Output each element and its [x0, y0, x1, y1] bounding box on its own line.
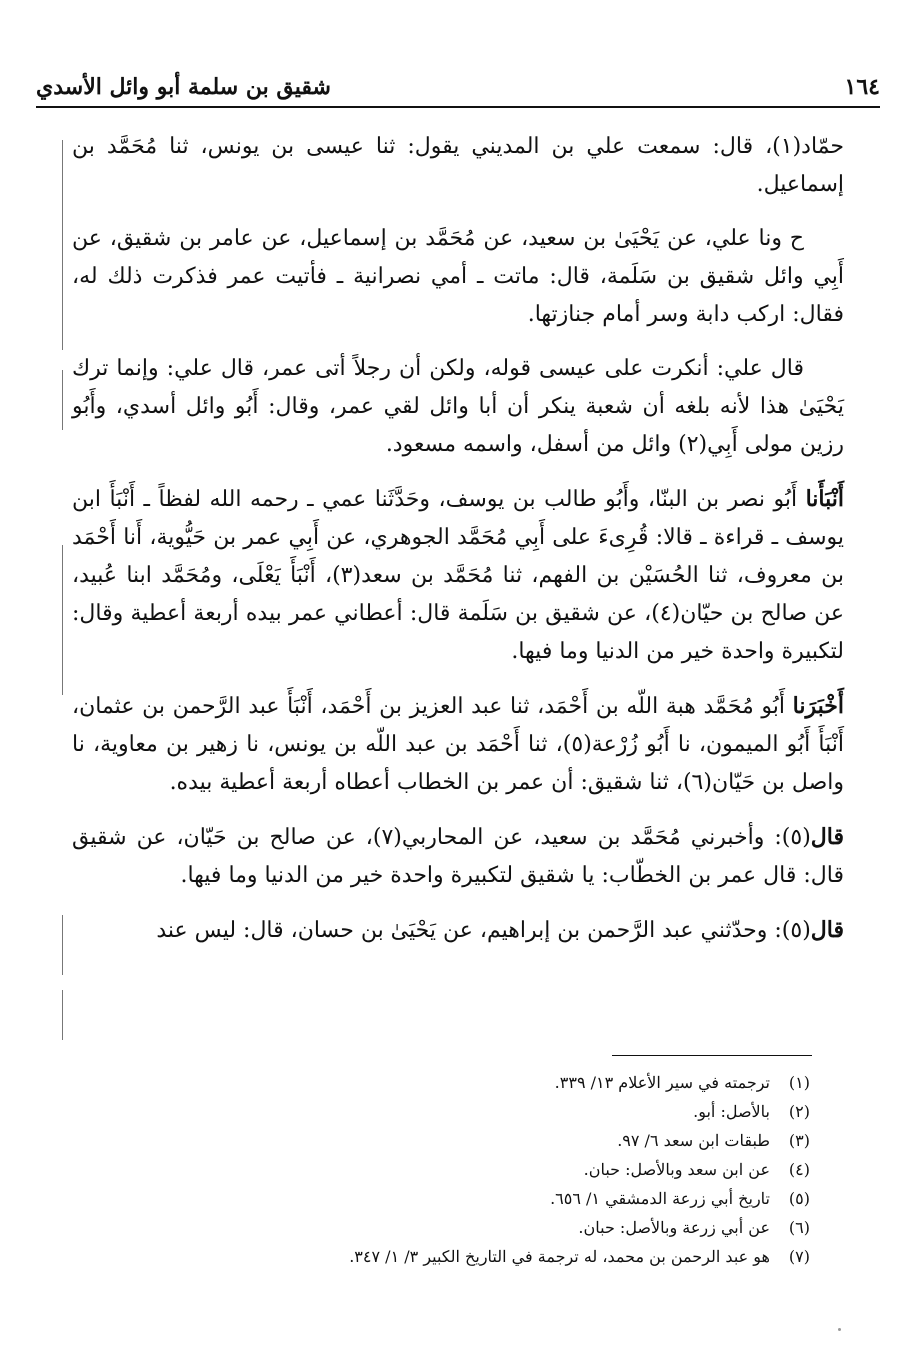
margin-line [62, 250, 63, 350]
footnote-text: ترجمته في سير الأعلام ١٣/ ٣٣٩. [554, 1073, 770, 1092]
paragraph-text: أَبُو مُحَمَّد هبة اللّه بن أَحْمَد، ثنا عبد العزيز بن أَحْمَد، أَنْبَأَ عبد الرَّحمن بن عثمان، أَنْبَأَ أَبُو الميمون، نا أَبُو زُرْعة(٥)، ثنا أَحْمَد بن عبد اللّه بن يونس، نا زهير بن معاوية، نا واصل بن حَيّان(٦)، ثنا شقيق: أن عمر بن الخطاب أعطاه أربعة أعطية بيده. [72, 694, 844, 795]
main-text [72, 128, 844, 966]
footnote-number: (٦) [788, 1218, 810, 1237]
paragraph [72, 818, 844, 895]
footnote-text: عن أبي زرعة وبالأصل: حبان. [578, 1218, 770, 1237]
footnote [72, 1213, 810, 1242]
footnote [72, 1155, 810, 1184]
footnote-text: طبقات ابن سعد ٦/ ٩٧. [617, 1131, 770, 1150]
footnote-text: تاريخ أبي زرعة الدمشقي ١/ ٦٥٦. [550, 1189, 770, 1208]
footnote-number: (٧) [788, 1247, 810, 1266]
paragraph [72, 480, 844, 671]
footnote [72, 1126, 810, 1155]
footnote-number: (٢) [788, 1102, 810, 1121]
running-header [36, 66, 880, 108]
paragraph [72, 911, 844, 950]
paragraph-lead: أَنْبَأَنا [805, 486, 844, 512]
margin-line [62, 990, 63, 1040]
footnote-text: عن ابن سعد وبالأصل: حبان. [583, 1160, 770, 1179]
footnote-text: بالأصل: أبو. [693, 1102, 770, 1121]
footnote-separator [612, 1055, 812, 1056]
paragraph-lead: قال [810, 917, 844, 943]
paragraph-lead: أَخْبَرَنا [792, 693, 844, 719]
paragraph-text: (٥): وحدّثني عبد الرَّحمن بن إبراهيم، عن يَحْيَىٰ بن حسان، قال: ليس عند [156, 918, 811, 943]
footnote-number: (١) [788, 1073, 810, 1092]
footnote-text: هو عبد الرحمن بن محمد، له ترجمة في التاريخ الكبير ٣/ ١/ ٣٤٧. [349, 1247, 770, 1266]
paragraph-text: ح ونا علي، عن يَحْيَىٰ بن سعيد، عن مُحَمَّد بن إسماعيل، عن عامر بن شقيق، عن أَبِي وائل شقيق بن سَلَمة، قال: ماتت ـ أمي نصرانية ـ فأتيت عمر فذكرت ذلك له، فقال: اركب دابة وسر أمام جنازتها. [72, 226, 844, 327]
margin-line [62, 915, 63, 975]
paragraph [72, 687, 844, 802]
scan-speck [838, 1328, 841, 1331]
footnote [72, 1068, 810, 1097]
footnote [72, 1184, 810, 1213]
paragraph [72, 220, 844, 334]
footnote-number: (٥) [788, 1189, 810, 1208]
footnote-number: (٤) [788, 1160, 810, 1179]
footnote [72, 1242, 810, 1271]
page-number: ١٦٤ [844, 74, 880, 100]
margin-line [62, 370, 63, 430]
paragraph-text: أَبُو نصر بن البنّا، وأَبُو طالب بن يوسف، وحَدَّثَنا عمي ـ رحمه الله لفظاً ـ أَنْبَأَ ابن يوسف ـ قراءة ـ قالا: قُرِىءَ على أَبِي مُحَمَّد الجوهري، عن أَبِي عمر بن حَيُّوية، أَنا أَحْمَد بن معروف، ثنا الحُسَيْن بن الفهم، ثنا مُحَمَّد بن سعد(٣)، أَنْبَأَ يَعْلَى، ومُحَمَّد ابنا عُبيد، عن صالح بن حيّان(٤)، عن شقيق بن سَلَمة قال: أعطاني عمر بيده أربعة أعطية وقال: لتكبيرة واحدة خير من الدنيا وما فيها. [72, 487, 844, 664]
margin-line [62, 140, 63, 250]
paragraph-text: حمّاد(١)، قال: سمعت علي بن المديني يقول: ثنا عيسى بن يونس، ثنا مُحَمَّد بن إسماعيل. [72, 134, 844, 197]
paragraph-text: (٥): وأخبرني مُحَمَّد بن سعيد، عن المحاربي(٧)، عن صالح بن حَيّان، عن شقيق قال: قال عمر بن الخطّاب: يا شقيق لتكبيرة واحدة خير من الدنيا وما فيها. [72, 825, 844, 888]
paragraph-lead: قال [810, 824, 845, 850]
margin-line [62, 545, 63, 695]
footnote-number: (٣) [788, 1131, 810, 1150]
paragraph [72, 350, 844, 464]
footnotes [72, 1068, 810, 1271]
footnote [72, 1097, 810, 1126]
header-title: شقيق بن سلمة أبو وائل الأسدي [36, 74, 331, 100]
paragraph [72, 128, 844, 204]
paragraph-text: قال علي: أنكرت على عيسى قوله، ولكن أن رجلاً أتى عمر، قال علي: وإنما ترك يَحْيَىٰ هذا لأنه بلغه أن شعبة ينكر أن أبا وائل لقي عمر، وقال: أَبُو وائل أسدي، وأَبُو رزين مولى أَبِي(٢) وائل من أسفل، واسمه مسعود. [72, 356, 844, 457]
